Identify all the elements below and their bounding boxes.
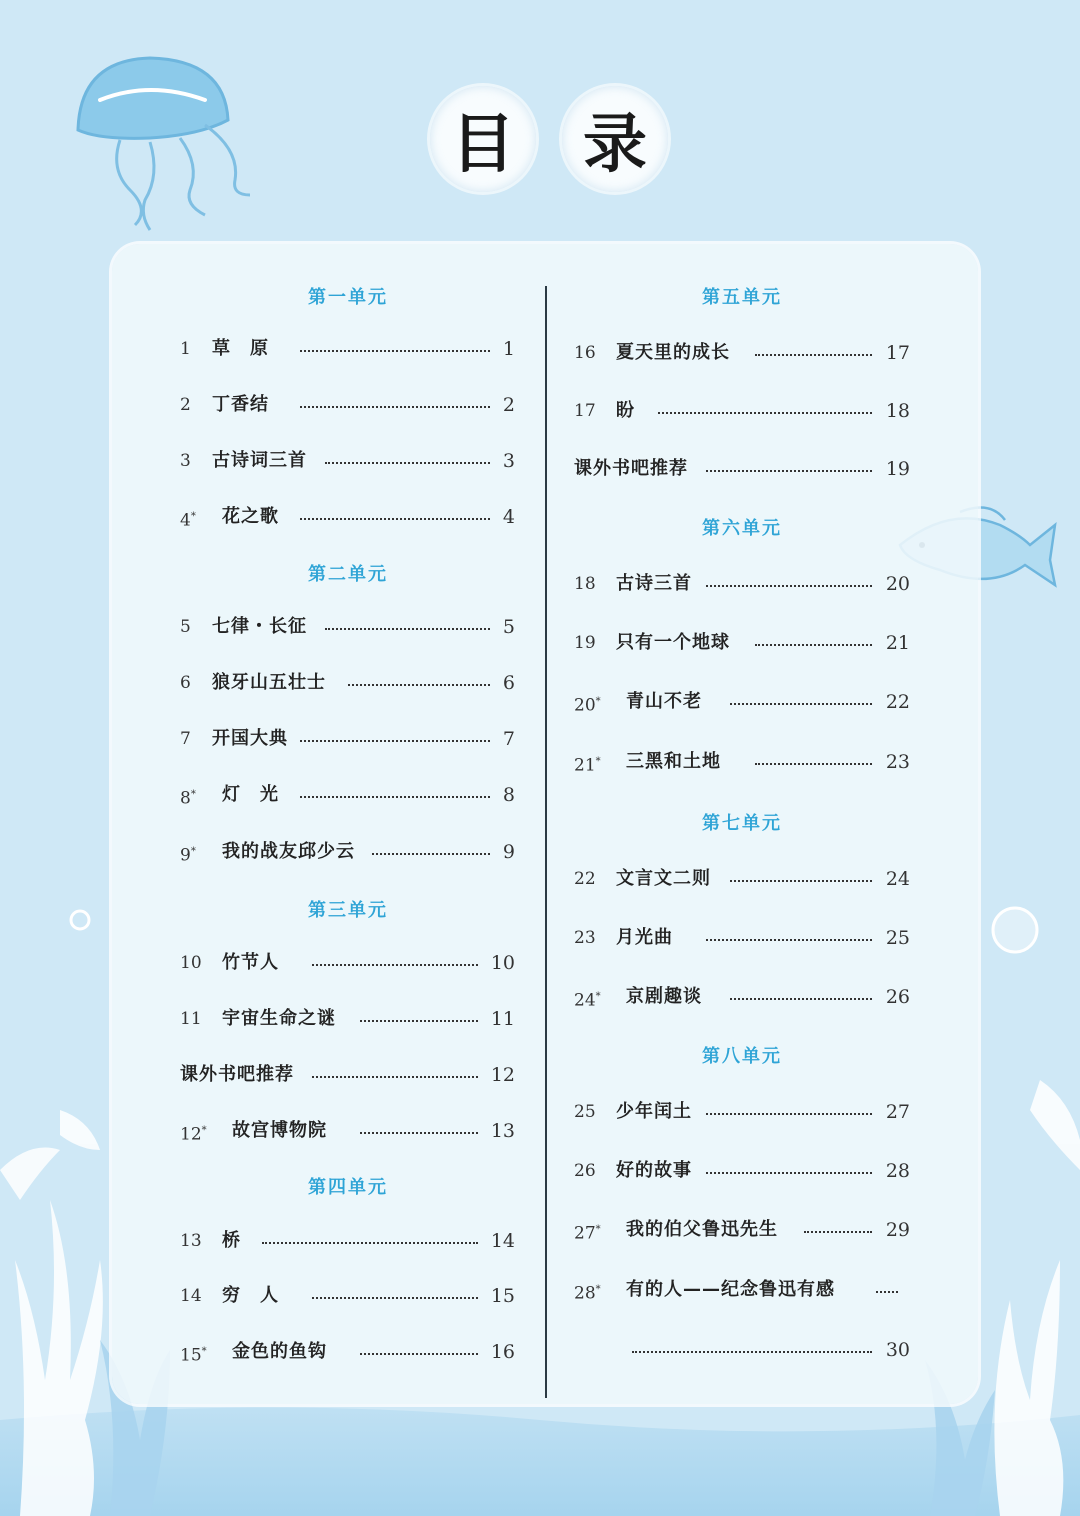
entry-title: 课外书吧推荐: [180, 1064, 294, 1085]
toc-entry[interactable]: [180, 839, 920, 865]
entry-number: 2: [180, 395, 191, 415]
toc-entry[interactable]: [574, 689, 1080, 715]
dot-leader: [755, 340, 872, 356]
entry-page-number: 7: [502, 728, 515, 750]
dot-leader: [262, 1228, 478, 1244]
entry-number: 24*: [574, 990, 601, 1011]
title-char-1: 目: [430, 86, 536, 192]
entry-number: 7: [180, 729, 191, 749]
dot-leader: [755, 749, 872, 765]
entry-title: 金色的鱼钩: [232, 1341, 327, 1362]
toc-entry[interactable]: [574, 1217, 1080, 1243]
entry-page-number: 28: [885, 1160, 910, 1182]
dot-leader: [876, 1277, 898, 1293]
entry-number: 27*: [574, 1223, 601, 1244]
dot-leader: [706, 1158, 872, 1174]
entry-number: 17: [574, 401, 596, 421]
entry-title: 古诗三首: [616, 573, 692, 594]
toc-entry[interactable]: [574, 340, 1080, 366]
dot-leader: [730, 689, 872, 705]
entry-title: 丁香结: [212, 394, 269, 415]
optional-lesson-star: *: [595, 991, 601, 1002]
toc-entry[interactable]: [574, 866, 1080, 892]
entry-title: 花之歌: [222, 506, 279, 527]
toc-entry[interactable]: [574, 1277, 1080, 1303]
dot-leader: [312, 950, 478, 966]
entry-page-number: 30: [885, 1339, 910, 1361]
entry-page-number: 18: [885, 400, 910, 422]
dot-leader: [325, 448, 490, 464]
entry-page-number: 21: [885, 632, 910, 654]
toc-entry[interactable]: [574, 749, 1080, 775]
toc-entry[interactable]: [180, 782, 920, 808]
entry-title: 青山不老: [626, 691, 702, 712]
entry-page-number: 9: [502, 841, 515, 863]
dot-leader: [804, 1217, 872, 1233]
entry-number: 8*: [180, 788, 196, 809]
entry-number: 20*: [574, 695, 601, 716]
entry-title: 灯 光: [222, 784, 279, 805]
optional-lesson-star: *: [595, 1284, 601, 1295]
dot-leader: [632, 1337, 872, 1353]
entry-page-number: 14: [490, 1230, 515, 1252]
entry-number: 6: [180, 673, 191, 693]
toc-entry[interactable]: [180, 504, 920, 530]
entry-page-number: 12: [490, 1064, 515, 1086]
entry-title: 宇宙生命之谜: [222, 1008, 336, 1029]
optional-lesson-star: *: [595, 1224, 601, 1235]
unit-heading-6: 第六单元: [702, 518, 782, 539]
entry-page-number: 16: [490, 1341, 515, 1363]
entry-number: 25: [574, 1102, 596, 1122]
dot-leader: [300, 726, 490, 742]
toc-entry[interactable]: [574, 398, 1080, 424]
entry-page-number: 10: [490, 952, 515, 974]
page-title: [0, 86, 1080, 196]
dot-leader: [360, 1118, 478, 1134]
entry-page-number: 29: [885, 1219, 910, 1241]
entry-title: 桥: [222, 1230, 241, 1251]
entry-number: 5: [180, 617, 191, 637]
entry-title: 文言文二则: [616, 868, 711, 889]
entry-title: 我的战友邱少云: [222, 841, 355, 862]
entry-title: 七律・长征: [212, 616, 307, 637]
entry-number: 21*: [574, 755, 601, 776]
toc-entry[interactable]: [574, 984, 1080, 1010]
entry-number: 10: [180, 953, 202, 973]
dot-leader: [360, 1339, 478, 1355]
toc-entry[interactable]: [574, 456, 1080, 482]
entry-number: 14: [180, 1286, 202, 1306]
entry-title: 好的故事: [616, 1160, 692, 1181]
entry-title: 古诗词三首: [212, 450, 307, 471]
dot-leader: [706, 571, 872, 587]
dot-leader: [706, 456, 872, 472]
entry-title: 京剧趣谈: [626, 986, 702, 1007]
optional-lesson-star: *: [190, 789, 196, 800]
optional-lesson-star: *: [595, 696, 601, 707]
unit-heading-8: 第八单元: [702, 1046, 782, 1067]
entry-page-number: 19: [885, 458, 910, 480]
dot-leader: [300, 336, 490, 352]
dot-leader: [300, 782, 490, 798]
dot-leader: [325, 614, 490, 630]
optional-lesson-star: *: [595, 756, 601, 767]
optional-lesson-star: *: [201, 1346, 207, 1357]
unit-heading-3: 第三单元: [308, 900, 388, 921]
dot-leader: [360, 1006, 478, 1022]
dot-leader: [372, 839, 490, 855]
entry-number: 23: [574, 928, 596, 948]
optional-lesson-star: *: [190, 511, 196, 522]
entry-title: 课外书吧推荐: [574, 458, 688, 479]
entry-title: 故宫博物院: [232, 1120, 327, 1141]
entry-number: 4*: [180, 510, 196, 531]
entry-title: 少年闰土: [616, 1101, 692, 1122]
entry-page-number: 13: [490, 1120, 515, 1142]
entry-title: 草 原: [212, 338, 269, 359]
dot-leader: [312, 1062, 478, 1078]
entry-title: 月光曲: [616, 927, 673, 948]
dot-leader: [755, 630, 872, 646]
dot-leader: [730, 866, 872, 882]
toc-entry[interactable]: [574, 571, 1080, 597]
entry-title: 我的伯父鲁迅先生: [626, 1219, 778, 1240]
entry-page-number: 4: [502, 506, 515, 528]
title-char-2: 录: [562, 86, 668, 192]
unit-heading-7: 第七单元: [702, 813, 782, 834]
toc-entry[interactable]: [574, 925, 1080, 951]
entry-page-number: 24: [885, 868, 910, 890]
entry-number: 26: [574, 1161, 596, 1181]
entry-page-number: 6: [502, 672, 515, 694]
entry-title: 三黑和土地: [626, 751, 721, 772]
dot-leader: [730, 984, 872, 1000]
entry-number: 15*: [180, 1345, 207, 1366]
entry-title: 有的人——纪念鲁迅有感: [626, 1279, 835, 1300]
entry-number: 3: [180, 451, 191, 471]
entry-page-number: 5: [502, 616, 515, 638]
toc-entry[interactable]: [180, 950, 920, 976]
entry-title: 盼: [616, 400, 635, 421]
optional-lesson-star: *: [201, 1125, 207, 1136]
entry-title: 只有一个地球: [616, 632, 730, 653]
entry-title: 开国大典: [212, 728, 288, 749]
entry-number: 16: [574, 343, 596, 363]
dot-leader: [658, 398, 872, 414]
entry-number: 1: [180, 339, 191, 359]
unit-heading-1: 第一单元: [308, 287, 388, 308]
entry-page-number: 1: [502, 338, 515, 360]
toc-entry-continuation[interactable]: [632, 1337, 922, 1363]
entry-page-number: 23: [885, 751, 910, 773]
toc-entry[interactable]: [574, 630, 1080, 656]
toc-entry[interactable]: [574, 1099, 1080, 1125]
entry-number: 13: [180, 1231, 202, 1251]
entry-page-number: 17: [885, 342, 910, 364]
entry-page-number: 25: [885, 927, 910, 949]
entry-page-number: 2: [502, 394, 515, 416]
dot-leader: [706, 1099, 872, 1115]
entry-page-number: 3: [502, 450, 515, 472]
dot-leader: [348, 670, 490, 686]
entry-number: 9*: [180, 845, 196, 866]
entry-title: 夏天里的成长: [616, 342, 730, 363]
entry-number: 19: [574, 633, 596, 653]
unit-heading-4: 第四单元: [308, 1177, 388, 1198]
entry-title: 穷 人: [222, 1285, 279, 1306]
entry-page-number: 11: [490, 1008, 515, 1030]
dot-leader: [300, 392, 490, 408]
unit-heading-2: 第二单元: [308, 564, 388, 585]
entry-page-number: 8: [502, 784, 515, 806]
optional-lesson-star: *: [190, 846, 196, 857]
entry-number: 22: [574, 869, 596, 889]
entry-title: 狼牙山五壮士: [212, 672, 326, 693]
entry-page-number: 20: [885, 573, 910, 595]
entry-page-number: 15: [490, 1285, 515, 1307]
toc-entry[interactable]: [574, 1158, 1080, 1184]
entry-page-number: 27: [885, 1101, 910, 1123]
unit-heading-5: 第五单元: [702, 287, 782, 308]
entry-number: 11: [180, 1009, 202, 1029]
entry-number: 18: [574, 574, 596, 594]
dot-leader: [312, 1283, 478, 1299]
entry-number: 28*: [574, 1283, 601, 1304]
entry-title: 竹节人: [222, 952, 279, 973]
entry-page-number: 22: [885, 691, 910, 713]
dot-leader: [706, 925, 872, 941]
entry-page-number: 26: [885, 986, 910, 1008]
dot-leader: [300, 504, 490, 520]
toc-entry[interactable]: [180, 1062, 920, 1088]
entry-number: 12*: [180, 1124, 207, 1145]
